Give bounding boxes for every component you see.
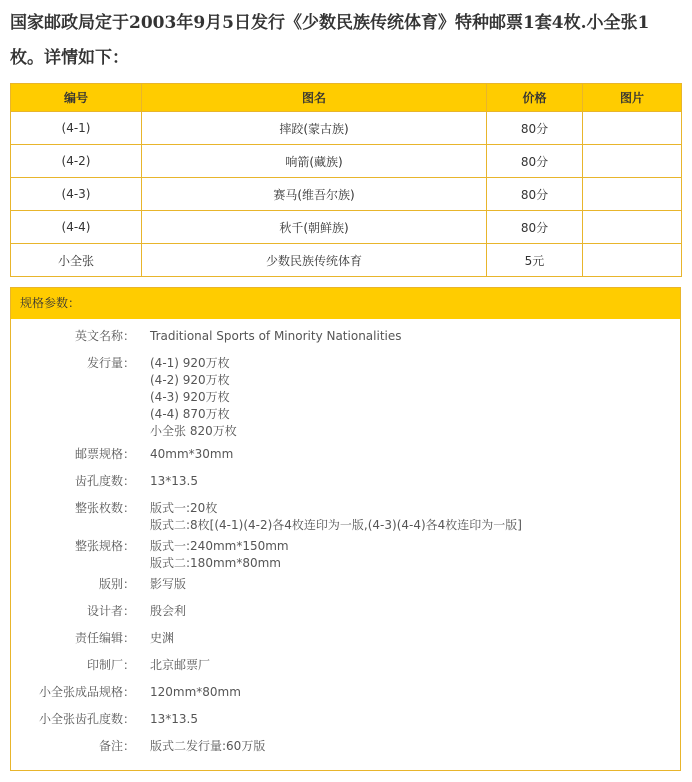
header-picture: 图片 bbox=[583, 84, 682, 112]
cell-picture bbox=[583, 145, 682, 178]
spec-label: 版别： bbox=[98, 577, 135, 591]
stamp-table bbox=[10, 83, 682, 277]
cell-price: 80分 bbox=[487, 145, 583, 178]
spec-value: 版式一:240mm*150mm bbox=[150, 539, 289, 553]
cell-number: (4-2) bbox=[11, 145, 142, 178]
spec-label: 邮票规格： bbox=[74, 447, 135, 461]
spec-value: 北京邮票厂 bbox=[150, 658, 211, 672]
spec-value: 小全张 820万枚 bbox=[150, 424, 237, 438]
spec-values bbox=[150, 473, 675, 490]
spec-value: (4-4) 870万枚 bbox=[150, 407, 230, 421]
cell-number: (4-1) bbox=[11, 112, 142, 145]
cell-picture bbox=[583, 178, 682, 211]
cell-name: 赛马(维吾尔族) bbox=[142, 178, 487, 211]
spec-values bbox=[150, 684, 675, 701]
spec-values bbox=[150, 538, 675, 572]
cell-price: 80分 bbox=[487, 211, 583, 244]
cell-number: (4-4) bbox=[11, 211, 142, 244]
spec-value: 40mm*30mm bbox=[150, 447, 234, 461]
spec-values bbox=[150, 657, 675, 674]
spec-title: 规格参数： bbox=[11, 288, 680, 319]
spec-values bbox=[150, 500, 675, 534]
cell-picture bbox=[583, 112, 682, 145]
spec-value: 版式二:180mm*80mm bbox=[150, 556, 281, 570]
cell-price: 80分 bbox=[487, 112, 583, 145]
cell-name: 少数民族传统体育 bbox=[142, 244, 487, 277]
spec-values bbox=[150, 603, 675, 620]
cell-name: 秋千(朝鲜族) bbox=[142, 211, 487, 244]
spec-label: 齿孔度数： bbox=[74, 474, 135, 488]
spec-value: (4-1) 920万枚 bbox=[150, 356, 230, 370]
header-price: 价格 bbox=[487, 84, 583, 112]
cell-number: (4-3) bbox=[11, 178, 142, 211]
spec-label: 备注： bbox=[98, 739, 135, 753]
spec-value: (4-3) 920万枚 bbox=[150, 390, 230, 404]
spec-label: 小全张成品规格： bbox=[38, 685, 135, 699]
table-row bbox=[11, 145, 682, 178]
spec-label: 印制厂： bbox=[86, 658, 135, 672]
cell-number: 小全张 bbox=[11, 244, 142, 277]
spec-value: 版式二发行量:60万版 bbox=[150, 739, 266, 753]
spec-values bbox=[150, 711, 675, 728]
spec-value: 13*13.5 bbox=[150, 712, 198, 726]
spec-value: 120mm*80mm bbox=[150, 685, 241, 699]
spec-value: 史渊 bbox=[150, 631, 175, 645]
cell-name: 响箭(藏族) bbox=[142, 145, 487, 178]
spec-label: 英文名称： bbox=[74, 329, 135, 343]
spec-label: 责任编辑： bbox=[74, 631, 135, 645]
spec-label: 整张枚数： bbox=[74, 501, 135, 515]
spec-values bbox=[150, 328, 675, 345]
spec-values bbox=[150, 738, 675, 755]
spec-values bbox=[150, 446, 675, 463]
spec-value: 影写版 bbox=[150, 577, 187, 591]
spec-label: 整张规格： bbox=[74, 539, 135, 553]
table-row bbox=[11, 244, 682, 277]
spec-value: 殷会利 bbox=[150, 604, 187, 618]
table-header-row bbox=[11, 84, 682, 112]
spec-value: 13*13.5 bbox=[150, 474, 198, 488]
cell-price: 5元 bbox=[487, 244, 583, 277]
table-row bbox=[11, 211, 682, 244]
spec-value: (4-2) 920万枚 bbox=[150, 373, 230, 387]
spec-label: 设计者： bbox=[86, 604, 135, 618]
spec-value: 版式一:20枚 bbox=[150, 501, 218, 515]
intro-paragraph: 国家邮政局定于2003年9月5日发行《少数民族传统体育》特种邮票1套4枚.小全张1枚。详情如下： bbox=[10, 13, 650, 68]
spec-values bbox=[150, 355, 675, 440]
spec-box bbox=[10, 287, 681, 771]
table-row bbox=[11, 112, 682, 145]
cell-name: 摔跤(蒙古族) bbox=[142, 112, 487, 145]
header-number: 编号 bbox=[11, 84, 142, 112]
spec-value: Traditional Sports of Minority Nationalities bbox=[150, 329, 402, 343]
spec-value: 版式二:8枚[(4-1)(4-2)各4枚连印为一版,(4-3)(4-4)各4枚连印为一版] bbox=[150, 518, 522, 532]
spec-label: 小全张齿孔度数： bbox=[38, 712, 135, 726]
spec-label: 发行量： bbox=[86, 356, 135, 370]
cell-picture bbox=[583, 244, 682, 277]
spec-values bbox=[150, 576, 675, 593]
cell-price: 80分 bbox=[487, 178, 583, 211]
cell-picture bbox=[583, 211, 682, 244]
table-row bbox=[11, 178, 682, 211]
spec-values bbox=[150, 630, 675, 647]
header-name: 图名 bbox=[142, 84, 487, 112]
